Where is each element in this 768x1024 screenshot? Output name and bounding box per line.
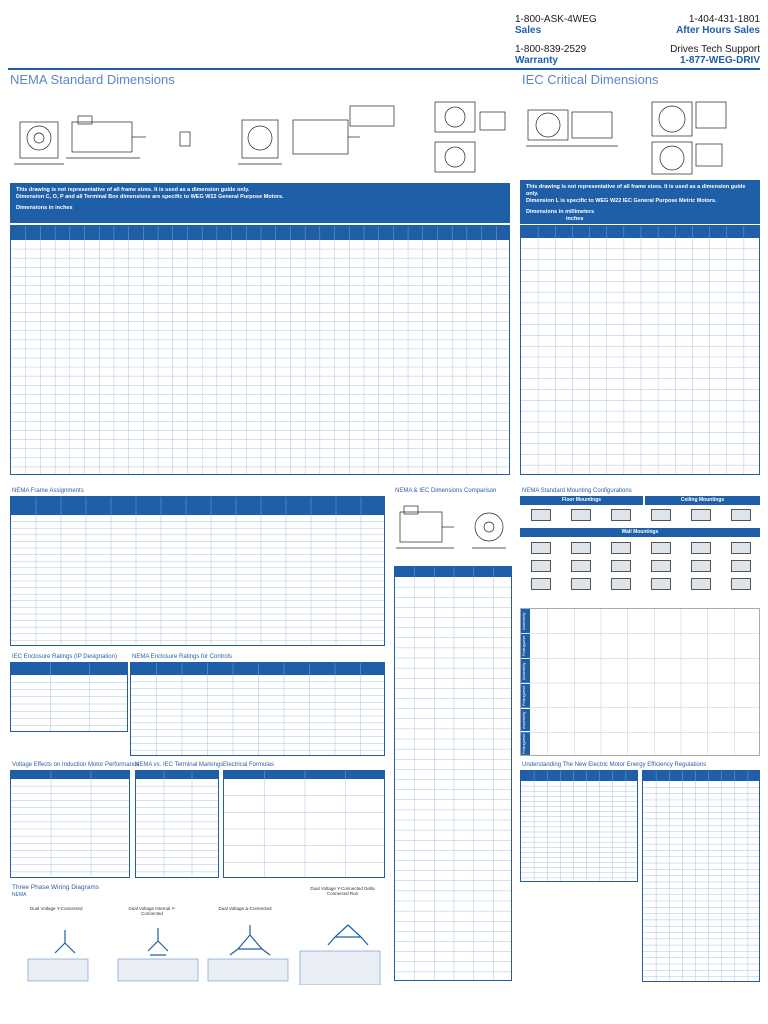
nema-title: NEMA Standard Dimensions bbox=[10, 72, 175, 87]
mount-position-icon bbox=[611, 578, 631, 590]
mount-position-icon bbox=[571, 509, 591, 521]
terminal-markings-title: NEMA vs. IEC Terminal Markings bbox=[135, 762, 224, 768]
sidebar-assembly-1: Assembly bbox=[521, 609, 530, 633]
mount-position-icon bbox=[531, 509, 551, 521]
mounting-configs-title: NEMA Standard Mounting Configurations bbox=[522, 488, 632, 494]
frame-table-grid bbox=[11, 497, 385, 646]
drives-support-label: Drives Tech Support bbox=[670, 44, 760, 55]
voltage-effects-title: Voltage Effects on Induction Motor Performance bbox=[12, 762, 140, 768]
terminal-table-grid bbox=[136, 771, 219, 878]
after-hours-contact bbox=[662, 14, 760, 36]
iec-dimensions-table bbox=[520, 225, 760, 475]
mount-position-icon bbox=[611, 560, 631, 572]
mount-position-icon bbox=[691, 578, 711, 590]
comparison-table bbox=[394, 566, 512, 981]
iec-units-line1: Dimensions in millimeters bbox=[526, 209, 595, 215]
nema-note-box bbox=[10, 183, 510, 223]
wiring-caption-3: Dual Voltage Δ-Connected bbox=[218, 906, 272, 911]
electrical-formulas-title: Electrical Formulas bbox=[223, 762, 275, 768]
mount-position-icon bbox=[691, 560, 711, 572]
wiring-title: Three Phase Wiring Diagrams bbox=[12, 884, 100, 891]
wall-mountings-header: Wall Mountings bbox=[520, 528, 760, 537]
floor-mountings-header: Floor Mountings bbox=[520, 496, 643, 505]
mount-position-icon bbox=[531, 560, 551, 572]
drives-support-contact bbox=[640, 44, 760, 66]
iec-enclosure-grid bbox=[11, 663, 128, 732]
mount-position-icon bbox=[731, 509, 751, 521]
mount-position-icon bbox=[571, 578, 591, 590]
efficiency-title: Understanding The New Electric Motor Energy Efficiency Regulations bbox=[522, 762, 707, 768]
nema-enclosure-grid bbox=[131, 663, 385, 756]
ceiling-mountings-header: Ceiling Mountings bbox=[645, 496, 760, 505]
after-hours-label: After Hours Sales bbox=[676, 25, 760, 36]
nema-note-line2: Dimension C, O, P and all Terminal Box dimensions are specific to WEG W22 General Purpose Motors. bbox=[16, 194, 284, 200]
iec-enclosure-title: IEC Enclosure Ratings (IP Designation) bbox=[12, 654, 117, 660]
nema-dimension-drawings bbox=[10, 92, 510, 182]
comparison-drawing bbox=[394, 500, 514, 560]
sidebar-assembly-2: Assembly bbox=[521, 659, 530, 683]
nema-enclosure-title: NEMA Enclosure Ratings for Controls bbox=[132, 654, 233, 660]
iec-title: IEC Critical Dimensions bbox=[522, 72, 659, 87]
header-rule bbox=[8, 68, 760, 70]
nema-units: Dimensions in inches bbox=[16, 205, 73, 211]
frame-assignments-title: NEMA Frame Assignments bbox=[12, 488, 84, 494]
mount-position-icon bbox=[611, 509, 631, 521]
drives-support-phone: 1-877-WEG-DRIV bbox=[679, 55, 760, 66]
iec-units-line2: inches bbox=[566, 216, 584, 222]
mount-position-icon bbox=[571, 542, 591, 554]
voltage-effects-table bbox=[10, 770, 130, 878]
warranty-label: Warranty bbox=[515, 55, 558, 66]
iec-note-box bbox=[520, 180, 760, 224]
sales-phone: 1-800-ASK-4WEG bbox=[515, 14, 597, 25]
nema-iec-comparison-title: NEMA & IEC Dimensions Comparison bbox=[395, 488, 497, 494]
mount-position-icon bbox=[531, 578, 551, 590]
nema-note-line1: This drawing is not representative of all frame sizes. It is used as a dimension guide only. bbox=[16, 187, 250, 193]
iec-table-grid bbox=[521, 226, 760, 475]
wiring-caption-1: Dual Voltage Y-Connected bbox=[30, 906, 83, 911]
sidebar-portuguese-1: Portuguese bbox=[521, 634, 530, 658]
efficiency-table-1 bbox=[520, 770, 638, 882]
mount-position-icon bbox=[651, 509, 671, 521]
efficiency-table-2 bbox=[642, 770, 760, 982]
nema-table-grid bbox=[11, 226, 510, 475]
nema-enclosure-table bbox=[130, 662, 385, 756]
wiring-caption-2: Dual Voltage Internal Y-Connected bbox=[128, 906, 176, 916]
mount-position-icon bbox=[611, 542, 631, 554]
mounting-assembly-table bbox=[520, 608, 760, 756]
frame-assignments-table bbox=[10, 496, 385, 646]
nema-dimensions-table bbox=[10, 225, 510, 475]
wiring-subtitle: NEMA bbox=[12, 892, 27, 898]
wiring-caption-4: Dual Voltage Y-Connected Delta Connected Run bbox=[310, 886, 375, 896]
mount-position-icon bbox=[651, 542, 671, 554]
mount-position-icon bbox=[651, 560, 671, 572]
mount-position-icon bbox=[531, 542, 551, 554]
mount-position-icon bbox=[731, 560, 751, 572]
mount-position-icon bbox=[731, 542, 751, 554]
sidebar-assembly-3: Assembly bbox=[521, 709, 530, 731]
terminal-markings-table bbox=[135, 770, 219, 878]
iec-note-line2: Dimension L is specific to WEG W22 IEC General Purpose Metric Motors. bbox=[526, 198, 717, 204]
iec-dimension-drawings bbox=[522, 90, 760, 180]
mount-position-icon bbox=[691, 509, 711, 521]
efficiency-table-2-grid bbox=[643, 771, 760, 982]
after-hours-phone: 1-404-431-1801 bbox=[688, 14, 760, 25]
warranty-phone: 1-800-839-2529 bbox=[515, 44, 587, 55]
mount-position-icon bbox=[651, 578, 671, 590]
formulas-table-grid bbox=[224, 771, 385, 878]
mount-position-icon bbox=[731, 578, 751, 590]
efficiency-table-1-grid bbox=[521, 771, 638, 882]
iec-note-line1: This drawing is not representative of all frame sizes. It is used as a dimension guide only. bbox=[526, 184, 746, 197]
mount-position-icon bbox=[691, 542, 711, 554]
sales-label: Sales bbox=[515, 25, 542, 36]
iec-enclosure-table bbox=[10, 662, 128, 732]
electrical-formulas-table bbox=[223, 770, 385, 878]
warranty-contact bbox=[515, 44, 586, 66]
mounting-assembly-grid bbox=[521, 609, 760, 756]
mount-position-icon bbox=[571, 560, 591, 572]
voltage-table-grid bbox=[11, 771, 130, 878]
sidebar-portuguese-3: Portuguese bbox=[521, 732, 530, 756]
comparison-table-grid bbox=[395, 567, 512, 981]
wiring-diagrams bbox=[10, 915, 390, 985]
sales-contact bbox=[515, 14, 597, 36]
sidebar-portuguese-2: Portuguese bbox=[521, 684, 530, 708]
